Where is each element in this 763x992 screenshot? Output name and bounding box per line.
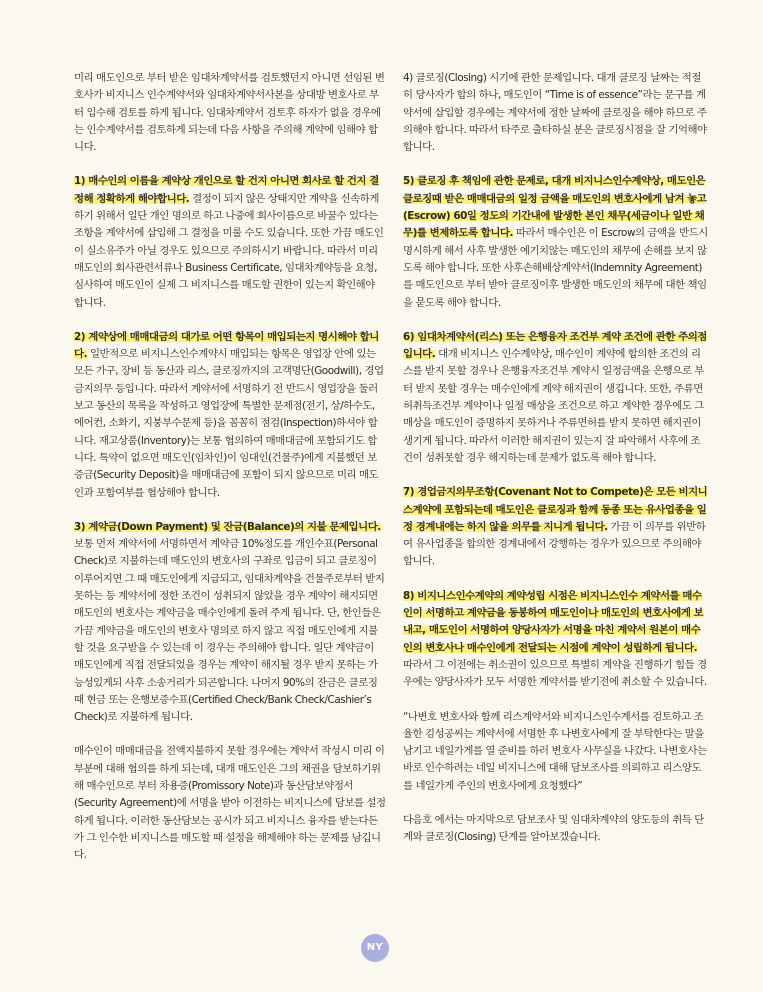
page-badge: NY (361, 934, 389, 962)
paragraph-item-7: 7) 경업금지의무조항(Covenant Not to Compete)은 모든 비지니스계약에 포함되는데 매도인은 클로징과 함께 동종 또는 유사업종을 일정 경계내에는 하지 않을 의무를 지니게 됩니다. 가끔 이 의무를 위반하여 유사업종을 합의한 경계내에서 강행하는 경우가 있으므로 주의해야 합니다. (403, 486, 708, 568)
paragraph-next-issue: 다음호 에서는 마지막으로 담보조사 및 임대차계약의 양도등의 취득 단계와 클로징(Closing) 단계를 알아보겠습니다. (403, 813, 704, 844)
left-column (74, 70, 386, 881)
paragraph-item-6: 6) 임대차계약서(리스) 또는 은행융자 조건부 계약 조건에 관한 주의점입니다. 대개 비지니스 인수계약상, 매수인이 계약에 합의한 조건의 리스를 받지 못할 경우나 은행융자조건부 계약시 일정금액을 은행으로 부터 받지 못할 경우는 매수인에게 계약 해지권이 생깁니다. 또한, 주류면허취득조건부 계약이나 일정 매상을 조건으로 하고 계약한 경우에도 그 매상을 매도인이 증명하지 못하거나 주류면허를 받지 못하면 해지권이 생기게 됩니다. 따라서 이러한 해지권이 있는지 잘 파악해서 사후에 조건이 성취못할 경우 해지하는데 문제가 없도록 해야 합니다. (403, 330, 707, 464)
paragraph-quote: “나변호 변호사와 함께 리스계약서와 비지니스인수계서를 검토하고 조율한 김성공씨는 계약서에 서명한 후 나변호사에게 잘 부탁한다는 말을 남기고 네일가게를 열 준비를 하러 변호사 사무실을 나갔다. 나변호사는 바로 인수하려는 네일 비지니스에 대해 담보조사를 의뢰하고 리스양도를 네일가게 주인의 변호사에게 요청했다” (403, 710, 707, 792)
paragraph-item-1: 1) 매수인의 이름을 계약상 개인으로 할 건지 아니면 회사로 할 건지 결정해 정확하게 해야합니다. 결정이 되지 않은 상태지만 계약을 신속하게 하기 위해서 일단 개인 명의로 하고 나중에 회사이름으로 바꿀수 있다는 조항을 계약서에 삽입해 그 결정을 미룰 수도 있습니다. 또한 가끔 매도인이 실소유주가 아닐 경우도 있으므로 주의하시기 바랍니다. 따라서 미리 매도인의 회사관련서류나 Business Certificate, 임대차계약등을 요청, 심사하여 매도인이 실제 그 비지니스를 매도할 권한이 있는지 확인해야 합니다. (74, 175, 384, 309)
paragraph-item-4: 4) 클로징(Closing) 시기에 관한 문제입니다. 대개 클로징 날짜는 적절히 당사자가 합의 하나, 매도인이 “Time is of essence”라는 문구를 계약서에 삽입할 경우에는 계약서에 정한 날짜에 클로징을 해야 하므로 주의해야 합니다. 따라서 타주로 출타하실 분은 클로징시점을 잘 기억해야 합니다. (403, 72, 707, 154)
highlight-heading: 2) 계약상에 매매대금의 대가로 어떤 항목이 매입되는지 명시해야 합니다. (74, 330, 379, 361)
paragraph-item-2: 2) 계약상에 매매대금의 대가로 어떤 항목이 매입되는지 명시해야 합니다. 일반적으로 비지니스인수계약시 매입되는 항목은 영업장 안에 있는 모든 가구, 장비 등 동산과 리스, 클로징까지의 고객명단(Goodwill), 경업금지의무 등입니다. 따라서 계약서에 서명하기 전 반드시 영업장을 둘러보고 동산의 목록을 작성하고 영업장에 특별한 문제점(전기, 상/하수도, 에어컨, 소화기, 지붕부수문제 등)을 꼼꼼히 점검(Inspection)하셔야 합니다. 재고상품(Inventory)는 보통 협의하여 매매대금에 포함되기도 합니다. 특약이 없으면 매도인(임차인)이 임대인(건물주)에게 지불했던 보증금(Security Deposit)을 매매대금에 포함이 되지 않으므로 미리 매도인과 포함여부를 협상해야 합니다. (74, 330, 384, 499)
highlight-heading: 7) 경업금지의무조항(Covenant Not to Compete)은 모든 비지니스계약에 포함되는데 매도인은 클로징과 함께 동종 또는 유사업종을 일정 경계내에는 하지 않을 의무를 지니게 됩니다. (403, 486, 708, 533)
highlight-heading: 6) 임대차계약서(리스) 또는 은행융자 조건부 계약 조건에 관한 주의점입니다. (403, 330, 707, 361)
highlight-heading: 3) 계약금(Down Payment) 및 잔금(Balance)의 지불 문제입니다. (74, 520, 381, 533)
paragraph-payment: 매수인이 매매대금을 전액지불하지 못할 경우에는 계약서 작성시 미리 이 부분에 대해 협의를 하게 되는데, 대개 매도인은 그의 채권을 담보하기위해 매수인으로 부터 차용증(Promissory Note)과 동산담보약정서(Security Agreement)에 서명을 받아 이전하는 비지니스에 담보를 설정하게 됩니다. 이러한 동산담보는 공시가 되고 비지니스 융자를 받는다든가 그 인수한 비지니스를 매도할 때 설정을 해제해야 하는 문제를 남깁니다. (74, 745, 386, 862)
right-column (403, 70, 709, 864)
paragraph-item-8: 8) 비지니스인수계약의 계약성립 시점은 비지니스인수 계약서를 매수인이 서명하고 계약금을 동봉하여 매도인이나 매도인의 변호사에게 보내고, 매도인이 서명하여 양당사자가 서명을 마친 계약서 원본이 매수인의 변호사나 매수인에게 전달되는 시점에 계약이 성립하게 됩니다. 따라서 그 이전에는 취소권이 있으므로 특별히 계약을 진행하기 힘들 경우에는 양당사자가 모두 서명한 계약서를 받기전에 취소할 수 있습니다. (403, 589, 707, 689)
highlight-heading: 1) 매수인의 이름을 계약상 개인으로 할 건지 아니면 회사로 할 건지 결정해 정확하게 해야합니다. (74, 175, 379, 205)
highlight-heading: 5) 클로징 후 책임에 관한 문제로, 대개 비지니스인수계약상, 매도인은 클로징때 받은 매매대금의 일정 금액을 매도인의 변호사에게 남겨 놓고(Escrow) 60일 정도의 기간내에 발생한 본인 채무(세금이나 일반 채무)를 변제하도록 합니다. (403, 175, 707, 240)
paragraph-intro: 미리 매도인으로 부터 받은 임대차계약서를 검토했던지 아니면 선임된 변호사가 비지니스 인수계약서와 임대차계약서사본을 상대방 변호사로 부터 입수해 검토를 하게 됩니다. 임대차계약서 검토후 하자가 없을 경우에는 인수계약서를 검토하게 되는데 다음 사항을 주의해 계약에 임해야 합니다. (74, 72, 385, 154)
paragraph-item-5: 5) 클로징 후 책임에 관한 문제로, 대개 비지니스인수계약상, 매도인은 클로징때 받은 매매대금의 일정 금액을 매도인의 변호사에게 남겨 놓고(Escrow) 60일 정도의 기간내에 발생한 본인 채무(세금이나 일반 채무)를 변제하도록 합니다. 따라서 매수인은 이 Escrow의 금액을 반드시 명시하게 해서 사후 발생한 예기치않는 매도인의 채무에 손해를 보지 않도록 해야 합니다. 또한 사후손해배상계약서(Indemnity Agreement)를 매도인으로 부터 받아 클로징이후 발생한 매도인의 채무에 대한 책임을 묻도록 해야 합니다. (403, 175, 708, 309)
highlight-heading: 8) 비지니스인수계약의 계약성립 시점은 비지니스인수 계약서를 매수인이 서명하고 계약금을 동봉하여 매도인이나 매도인의 변호사에게 보내고, 매도인이 서명하여 양당사자가 서명을 마친 계약서 원본이 매수인의 변호사나 매수인에게 전달되는 시점에 계약이 성립하게 됩니다. (403, 589, 704, 654)
paragraph-item-3: 3) 계약금(Down Payment) 및 잔금(Balance)의 지불 문제입니다. 보통 먼저 계약서에 서명하면서 계약금 10%정도를 개인수표(Personal Check)로 지불하는데 매도인의 변호사의 구좌로 입금이 되고 클로징이 이루어지면 그 때 매도인에게 지급되고, 임대차계약을 건물주로부터 받지 못하는 등 계약서에 정한 조건이 성취되지 않았을 경우 계약이 해지되면 매도인의 변호사는 계약금을 매수인에게 돌려 주게 됩니다. 단, 한인들은 가끔 계약금을 매도인의 변호사 명의로 하지 않고 직접 매도인에게 지불할 것을 요구받을 수 있는데 이 경우는 주의해야 합니다. 일단 계약금이 매도인에게 직접 전달되었을 경우는 계약이 해지될 경우 받지 못하는 가능성있게되 사후 소송거리가 되곤합니다. 나머지 90%의 잔금은 클로징 때 현금 또는 은행보증수표(Certified Check/Bank Check/Cashier’s Check)로 지불하게 됩니다. (74, 520, 385, 724)
